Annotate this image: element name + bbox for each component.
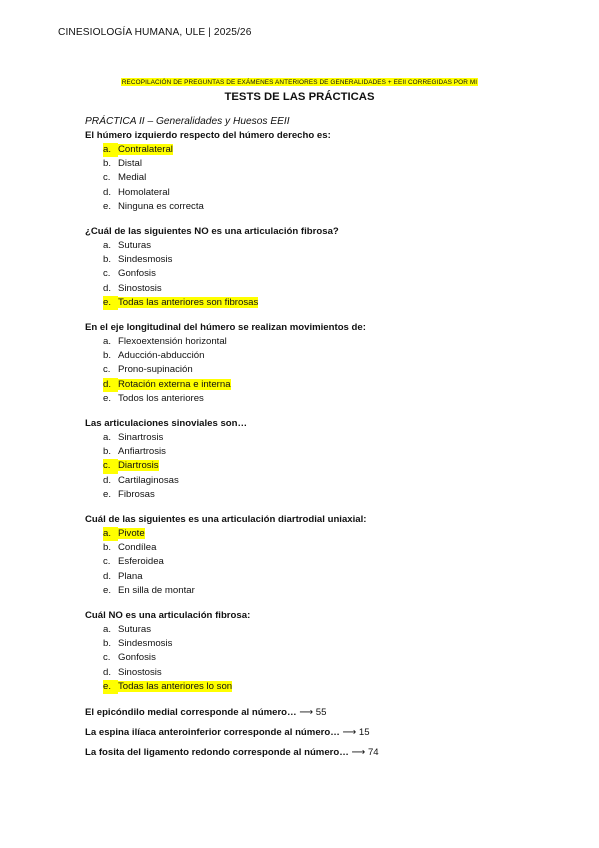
- option-text: Esferoidea: [118, 556, 164, 568]
- option: [85, 282, 555, 296]
- option: [85, 239, 555, 253]
- option-letter: a.: [103, 624, 112, 636]
- option-letter: d.: [103, 474, 112, 486]
- option-text: Aducción-abducción: [118, 350, 205, 362]
- option: [85, 445, 555, 459]
- option-text: Distal: [118, 158, 142, 170]
- option-text: Rotación externa e interna: [118, 378, 231, 390]
- question-spacer: [85, 406, 555, 417]
- option-letter: c.: [103, 268, 111, 280]
- question-block: [85, 513, 555, 598]
- option: [85, 186, 555, 200]
- option-text: Plana: [118, 570, 143, 582]
- question-text: Las articulaciones sinoviales son…: [85, 418, 248, 430]
- option-text: Cartilaginosas: [118, 474, 179, 486]
- option-list: [85, 527, 555, 598]
- option-text: Suturas: [118, 240, 152, 252]
- question-block: [85, 225, 555, 310]
- question-block: [85, 129, 555, 214]
- option: [85, 349, 555, 363]
- option: [85, 488, 555, 502]
- option-text: Todos los anteriores: [118, 392, 204, 404]
- option: [85, 253, 555, 267]
- question-list: [85, 129, 555, 694]
- option-letter: b.: [103, 158, 112, 170]
- question-spacer: [85, 502, 555, 513]
- option-text: Anfiartrosis: [118, 446, 166, 458]
- option-letter: a.: [103, 432, 112, 444]
- short-answer-row: [85, 726, 555, 740]
- short-question: El epicóndilo medial corresponde al número…: [85, 707, 297, 719]
- question-block: [85, 321, 555, 406]
- option-list: [85, 143, 555, 214]
- option-letter: a.: [103, 143, 118, 157]
- page-title: TESTS DE LAS PRÁCTICAS: [224, 91, 375, 103]
- option-letter: b.: [103, 638, 112, 650]
- question-text: Cuál de las siguientes es una articulación diartrodial uniaxial:: [85, 514, 367, 526]
- correct-option: [85, 527, 555, 541]
- question-text: En el eje longitudinal del húmero se realizan movimientos de:: [85, 322, 366, 334]
- option-letter: e.: [103, 200, 112, 212]
- option-text: Gonfosis: [118, 652, 156, 664]
- option-letter: a.: [103, 240, 112, 252]
- option-letter: e.: [103, 584, 112, 596]
- option-letter: b.: [103, 446, 112, 458]
- option-letter: d.: [103, 282, 112, 294]
- option-text: Diartrosis: [118, 460, 159, 472]
- option: [85, 584, 555, 598]
- option: [85, 157, 555, 171]
- option: [85, 623, 555, 637]
- option-text: Todas las anteriores lo son: [118, 680, 233, 692]
- option-text: Suturas: [118, 624, 152, 636]
- option: [85, 555, 555, 569]
- option-letter: b.: [103, 350, 112, 362]
- option-letter: e.: [103, 392, 112, 404]
- option: [85, 570, 555, 584]
- option-letter: c.: [103, 172, 111, 184]
- option: [85, 474, 555, 488]
- correct-option: [85, 459, 555, 473]
- option: [85, 651, 555, 665]
- option-text: Prono-supinación: [118, 364, 193, 376]
- short-answer-list: [85, 706, 555, 760]
- option-text: Sindesmosis: [118, 254, 173, 266]
- option-text: Flexoextensión horizontal: [118, 336, 227, 348]
- question-text: El húmero izquierdo respecto del húmero derecho es:: [85, 130, 331, 141]
- option-letter: c.: [103, 652, 111, 664]
- option-letter: c.: [103, 364, 111, 376]
- highlighted-banner: [0, 71, 599, 89]
- short-answer-row: [85, 706, 555, 720]
- question-block: [85, 609, 555, 694]
- option-letter: a.: [103, 336, 112, 348]
- question-block: [85, 417, 555, 502]
- option-text: Sinostosis: [118, 282, 162, 294]
- correct-option: [85, 680, 555, 694]
- question-spacer: [85, 214, 555, 225]
- section-title: PRÁCTICA II – Generalidades y Huesos EEII: [85, 116, 290, 127]
- question-text: Cuál NO es una articulación fibrosa:: [85, 610, 251, 622]
- option-list: [85, 335, 555, 406]
- short-answer: ⟶ 74: [351, 747, 379, 759]
- option-letter: c.: [103, 556, 111, 568]
- option: [85, 637, 555, 651]
- option: [85, 267, 555, 281]
- option-letter: c.: [103, 459, 118, 473]
- option: [85, 200, 555, 214]
- option-text: Gonfosis: [118, 268, 156, 280]
- option: [85, 171, 555, 185]
- page-header: CINESIOLOGÍA HUMANA, ULE | 2025/26: [58, 27, 252, 38]
- correct-option: [85, 143, 555, 157]
- option-text: Sindesmosis: [118, 638, 173, 650]
- option: [85, 666, 555, 680]
- option-text: Fibrosas: [118, 488, 155, 500]
- option-text: Pivote: [118, 528, 145, 540]
- option-letter: d.: [103, 186, 112, 198]
- option-text: Sinartrosis: [118, 432, 164, 444]
- option-text: En silla de montar: [118, 584, 195, 596]
- option-list: [85, 239, 555, 310]
- short-question: La fosita del ligamento redondo corresponde al número…: [85, 747, 349, 759]
- option-letter: e.: [103, 296, 118, 310]
- option-text: Todas las anteriores son fibrosas: [118, 296, 259, 308]
- option-text: Condílea: [118, 542, 157, 554]
- option-letter: d.: [103, 378, 118, 392]
- option-list: [85, 623, 555, 694]
- banner-text: RECOPILACIÓN DE PREGUNTAS DE EXÁMENES ANTERIORES DE GENERALIDADES + EEII CORREGIDAS POR MI: [121, 79, 478, 86]
- option-letter: b.: [103, 254, 112, 266]
- option: [85, 541, 555, 555]
- question-spacer: [85, 310, 555, 321]
- option-text: Medial: [118, 172, 147, 184]
- option-letter: a.: [103, 527, 118, 541]
- option-text: Sinostosis: [118, 666, 162, 678]
- option-text: Ninguna es correcta: [118, 200, 204, 212]
- option-letter: e.: [103, 488, 112, 500]
- document-body: [85, 115, 555, 766]
- short-answer: ⟶ 55: [299, 707, 327, 719]
- option-text: Contralateral: [118, 144, 173, 155]
- question-spacer: [85, 598, 555, 609]
- option-text: Homolateral: [118, 186, 170, 198]
- option-list: [85, 431, 555, 502]
- short-question: La espina ilíaca anteroinferior corresponde al número…: [85, 727, 340, 739]
- correct-option: [85, 378, 555, 392]
- correct-option: [85, 296, 555, 310]
- option-letter: d.: [103, 570, 112, 582]
- option-letter: e.: [103, 680, 118, 694]
- option: [85, 392, 555, 406]
- short-answer-row: [85, 746, 555, 760]
- option: [85, 363, 555, 377]
- short-answer: ⟶ 15: [342, 727, 370, 739]
- option-letter: b.: [103, 542, 112, 554]
- option: [85, 431, 555, 445]
- question-text: ¿Cuál de las siguientes NO es una articulación fibrosa?: [85, 226, 339, 238]
- option: [85, 335, 555, 349]
- option-letter: d.: [103, 666, 112, 678]
